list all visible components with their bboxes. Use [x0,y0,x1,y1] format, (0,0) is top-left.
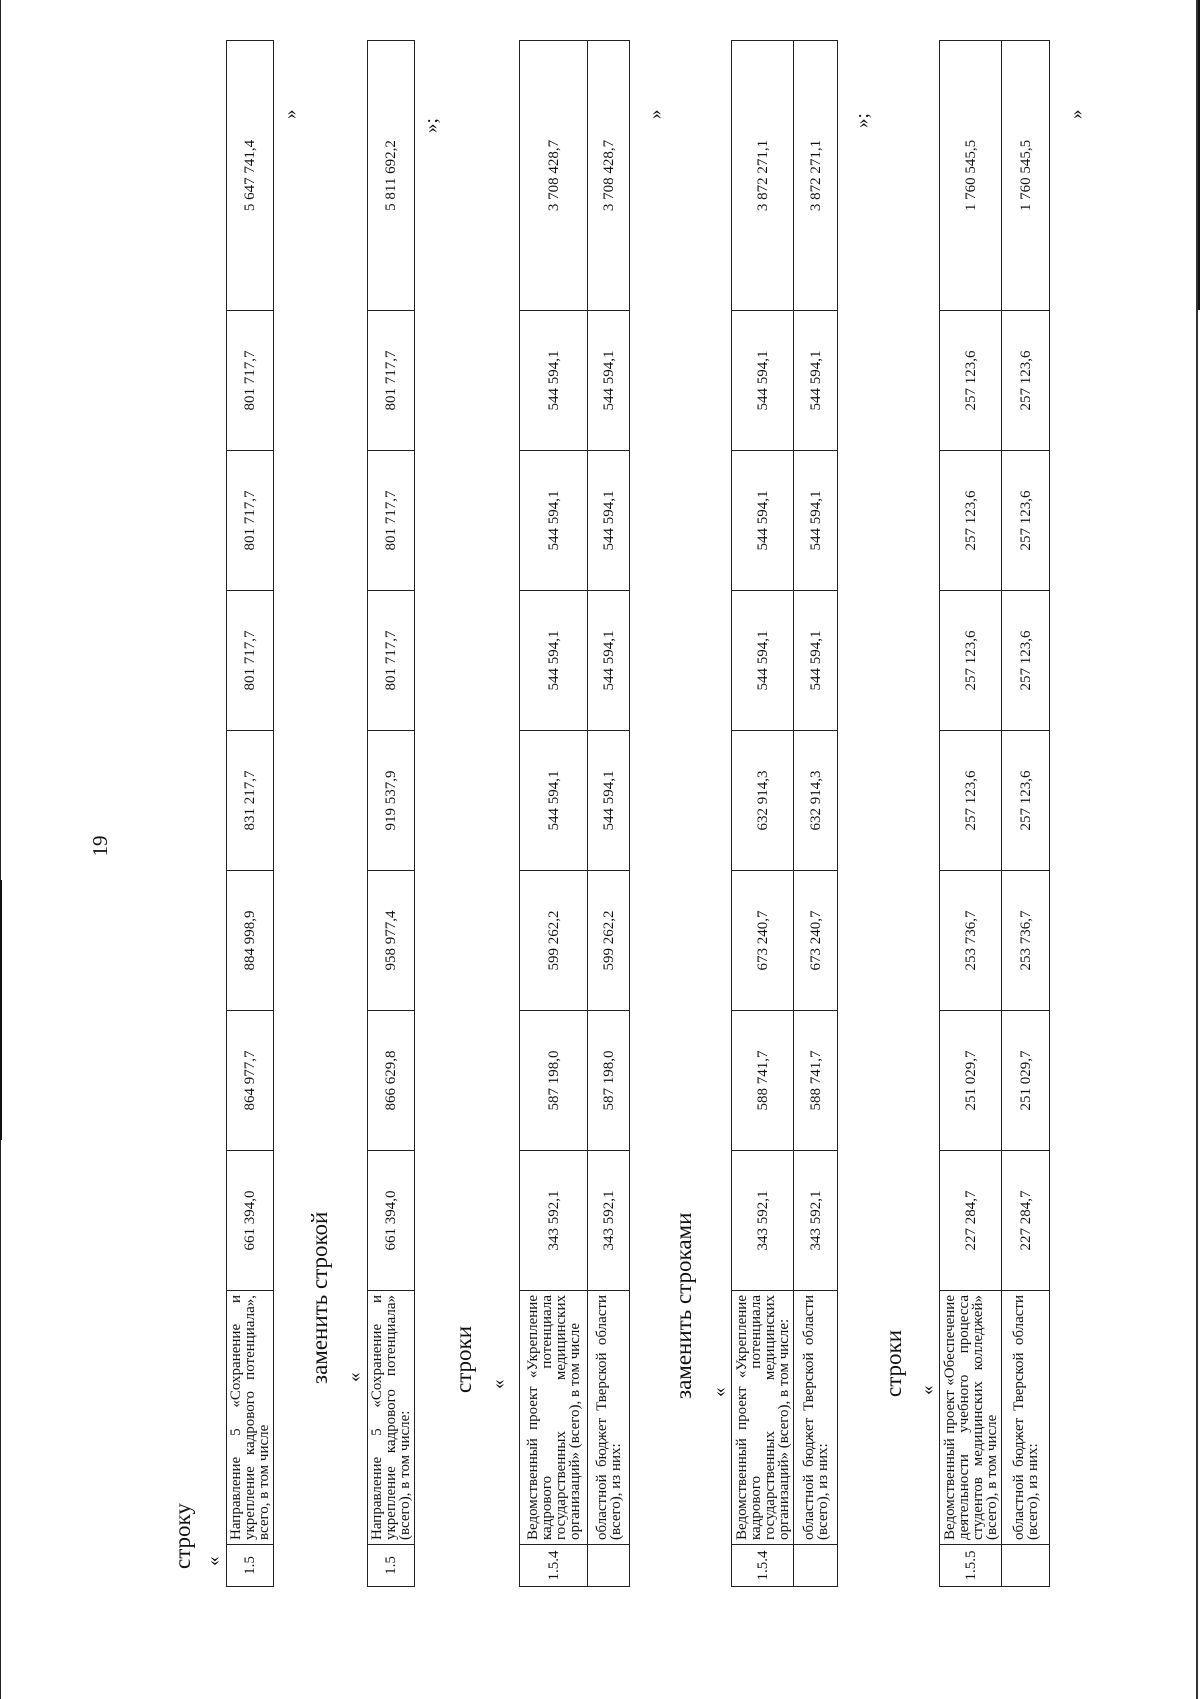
value-cell: 257 123,6 [940,311,1002,451]
total-cell: 5 647 741,4 [227,41,274,311]
total-cell: 3 872 271,1 [732,41,794,311]
table-row [732,41,794,1587]
row-code [794,1545,838,1587]
total-cell: 3 872 271,1 [794,41,838,311]
value-cell: 544 594,1 [732,451,794,591]
total-cell: 3 708 428,7 [588,41,630,311]
value-cell: 661 394,0 [227,1151,274,1291]
total-cell: 5 811 692,2 [368,41,415,311]
value-cell: 257 123,6 [940,591,1002,731]
value-cell: 227 284,7 [940,1151,1002,1291]
table-row [794,41,838,1587]
block-heading-5: строки [881,1329,906,1397]
value-cell: 257 123,6 [940,451,1002,591]
value-cell: 257 123,6 [1002,731,1050,871]
value-cell: 864 977,7 [227,1011,274,1151]
table-row [588,41,630,1587]
value-cell: 599 262,2 [588,871,630,1011]
value-cell: 831 217,7 [227,731,274,871]
value-cell: 544 594,1 [588,731,630,871]
value-cell: 544 594,1 [732,311,794,451]
value-cell: 958 977,4 [368,871,415,1011]
value-cell: 544 594,1 [520,451,588,591]
value-cell: 343 592,1 [588,1151,630,1291]
value-cell: 801 717,7 [368,591,415,731]
value-cell: 587 198,0 [520,1011,588,1151]
value-cell: 544 594,1 [520,731,588,871]
block-heading-4: заменить строками [671,1212,696,1399]
value-cell: 544 594,1 [794,591,838,731]
value-cell: 253 736,7 [940,871,1002,1011]
value-cell: 801 717,7 [227,311,274,451]
table-row [368,41,415,1587]
row-name: Направление 5 «Сохранение и укрепление кадрового потенциала» (всего), в том числе: [368,1291,415,1545]
open-quote-4: « [709,1387,730,1397]
value-cell: 257 123,6 [940,731,1002,871]
row-name: Ведомственный проект «Обеспечение деятельности учебного процесса студентов медицинских колледжей» (всего), в том числе [940,1291,1002,1545]
row-code: 1.5.5 [940,1545,1002,1587]
value-cell: 673 240,7 [794,871,838,1011]
value-cell: 588 741,7 [732,1011,794,1151]
value-cell: 599 262,2 [520,871,588,1011]
value-cell: 257 123,6 [1002,311,1050,451]
row-code [588,1545,630,1587]
close-quote-4: »; [852,113,873,128]
row-name: Ведомственный проект «Укрепление кадрового потенциала государственных медицинских организаций» (всего), в том числе [520,1291,588,1545]
total-cell: 1 760 545,5 [940,41,1002,311]
amendment-table-3 [519,40,630,1587]
value-cell: 866 629,8 [368,1011,415,1151]
row-code: 1.5 [368,1545,415,1587]
value-cell: 801 717,7 [368,311,415,451]
table-row [1002,41,1050,1587]
value-cell: 544 594,1 [520,591,588,731]
value-cell: 673 240,7 [732,871,794,1011]
close-quote-3: » [645,109,666,119]
table-row [227,41,274,1587]
value-cell: 251 029,7 [940,1011,1002,1151]
value-cell: 544 594,1 [588,591,630,731]
value-cell: 544 594,1 [588,311,630,451]
amendment-table-5 [939,40,1050,1587]
value-cell: 884 998,9 [227,871,274,1011]
value-cell: 632 914,3 [732,731,794,871]
value-cell: 544 594,1 [732,591,794,731]
row-name: Ведомственный проект «Укрепление кадрового потенциала государственных медицинских организаций» (всего), в том числе: [732,1291,794,1545]
value-cell: 227 284,7 [1002,1151,1050,1291]
open-quote-3: « [488,1379,509,1389]
open-quote-1: « [203,1556,224,1566]
value-cell: 544 594,1 [794,311,838,451]
value-cell: 544 594,1 [794,451,838,591]
open-quote-2: « [344,1372,365,1382]
row-code: 1.5.4 [520,1545,588,1587]
value-cell: 801 717,7 [368,451,415,591]
value-cell: 801 717,7 [227,451,274,591]
total-cell: 1 760 545,5 [1002,41,1050,311]
value-cell: 251 029,7 [1002,1011,1050,1151]
block-heading-2: заменить строкой [307,1211,332,1384]
value-cell: 587 198,0 [588,1011,630,1151]
value-cell: 661 394,0 [368,1151,415,1291]
row-code: 1.5.4 [732,1545,794,1587]
block-heading-3: строки [451,1325,476,1393]
amendment-table-1 [226,40,274,1587]
close-quote-5: » [1066,109,1087,119]
value-cell: 257 123,6 [1002,451,1050,591]
amendment-table-4 [731,40,838,1587]
value-cell: 919 537,9 [368,731,415,871]
value-cell: 632 914,3 [794,731,838,871]
row-name: областной бюджет Тверской области (всего), из них: [588,1291,630,1545]
row-name: областной бюджет Тверской области (всего), из них: [1002,1291,1050,1545]
value-cell: 588 741,7 [794,1011,838,1151]
page-number: 19 [88,835,112,857]
value-cell: 343 592,1 [520,1151,588,1291]
row-code: 1.5 [227,1545,274,1587]
value-cell: 544 594,1 [588,451,630,591]
table-row [520,41,588,1587]
value-cell: 343 592,1 [732,1151,794,1291]
row-name: областной бюджет Тверской области (всего), из них: [794,1291,838,1545]
amendment-table-2 [367,40,415,1587]
value-cell: 544 594,1 [520,311,588,451]
open-quote-5: « [917,1385,938,1395]
value-cell: 253 736,7 [1002,871,1050,1011]
close-quote-2: »; [421,118,442,133]
row-code [1002,1545,1050,1587]
close-quote-1: » [280,109,301,119]
total-cell: 3 708 428,7 [520,41,588,311]
row-name: Направление 5 «Сохранение и укрепление кадрового потенциала», всего, в том числе [227,1291,274,1545]
table-row [940,41,1002,1587]
block-heading-1: строку [170,1503,195,1569]
value-cell: 257 123,6 [1002,591,1050,731]
value-cell: 801 717,7 [227,591,274,731]
value-cell: 343 592,1 [794,1151,838,1291]
